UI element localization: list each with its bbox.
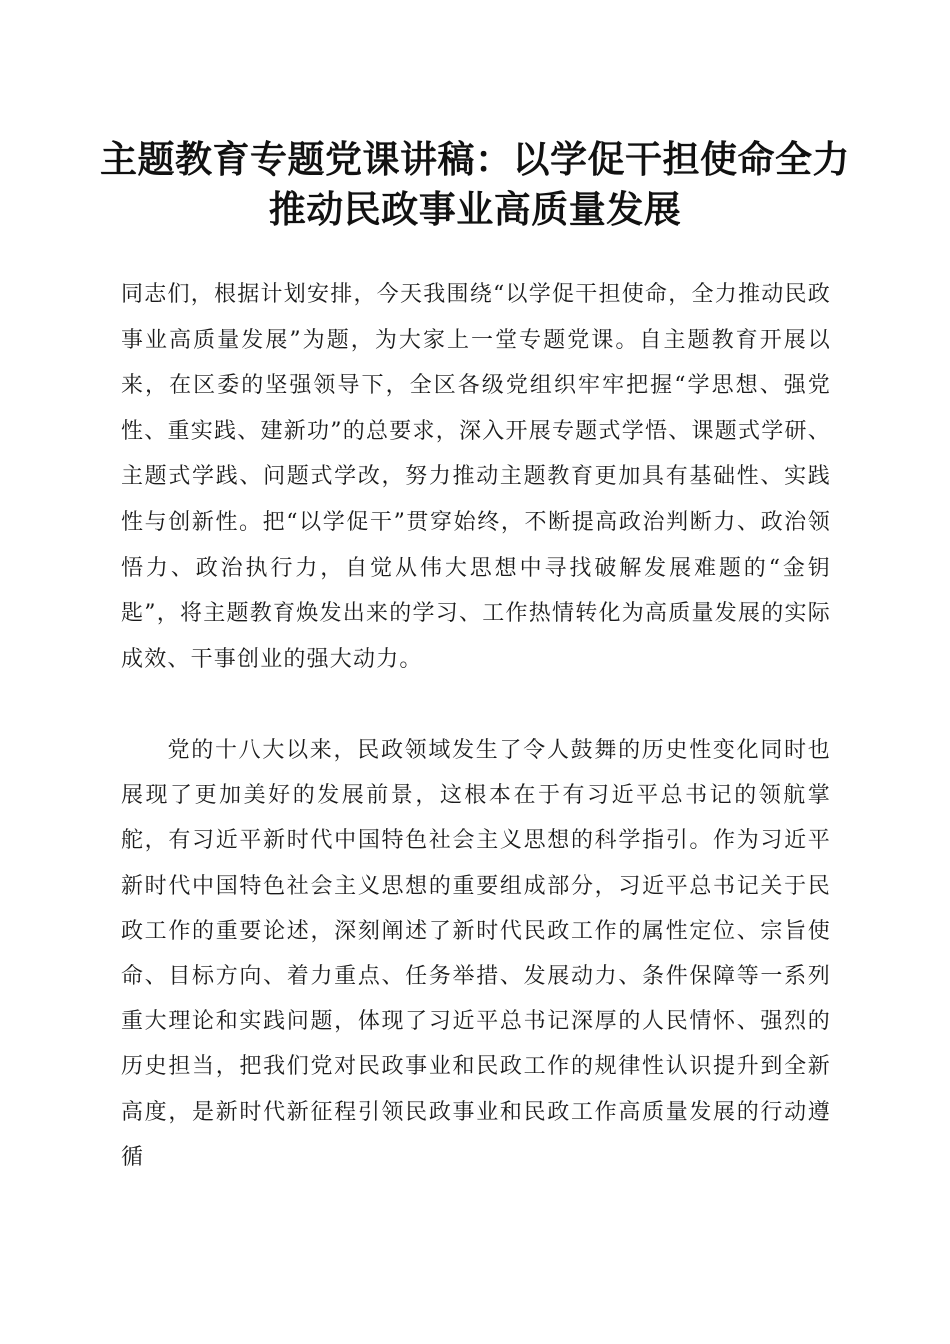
document-title-line-2: 推动民政事业高质量发展 — [268, 187, 682, 231]
document-title-line-1: 主题教育专题党课讲稿：以学促干担使命全力 — [100, 137, 850, 181]
paragraph-2 — [121, 728, 831, 1180]
paragraph-2-text: 党的十八大以来，民政领域发生了令人鼓舞的历史性变化同时也展现了更加美好的发展前景，这根本在于有习近平总书记的领航掌舵，有习近平新时代中国特色社会主义思想的科学指引。作为习近平新时代中国特色社会主义思想的重要组成部分，习近平总书记关于民政工作的重要论述，深刻阐述了新时代民政工作的属性定位、宗旨使命、目标方向、着力重点、任务举措、发展动力、条件保障等一系列重大理论和实践问题，体现了习近平总书记深厚的人民情怀、强烈的历史担当，把我们党对民政事业和民政工作的规律性认识提升到全新高度，是新时代新征程引领民政事业和民政工作高质量发展的行动遵循 — [121, 738, 831, 1170]
paragraph-1-text: 同志们，根据计划安排，今天我围绕“以学促干担使命，全力推动民政事业高质量发展”为题，为大家上一堂专题党课。自主题教育开展以来，在区委的坚强领导下，全区各级党组织牢牢把握“学思想、强党性、重实践、建新功”的总要求，深入开展专题式学悟、课题式学研、主题式学践、问题式学改，努力推动主题教育更加具有基础性、实践性与创新性。把“以学促干”贯穿始终，不断提高政治判断力、政治领悟力、政治执行力，自觉从伟大思想中寻找破解发展难题的“金钥匙”，将主题教育焕发出来的学习、工作热情转化为高质量发展的实际成效、干事创业的强大动力。 — [121, 282, 831, 672]
paragraph-1 — [121, 272, 831, 682]
